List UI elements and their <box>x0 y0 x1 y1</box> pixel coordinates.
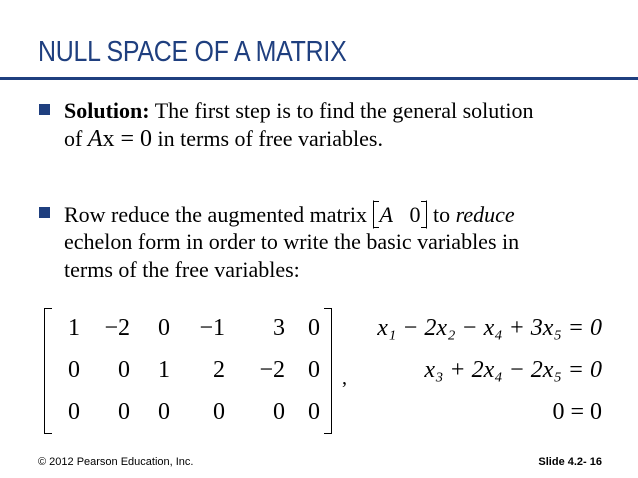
eq-matrix-a: A <box>87 126 103 152</box>
bullet-square-icon <box>39 104 50 115</box>
matrix-cell: 0 <box>273 399 285 425</box>
slide-number: Slide 4.2- 16 <box>538 456 602 468</box>
matrix-cell: 0 <box>158 399 170 425</box>
equation-1: x₁ − 2x₂ − x₄ + 3x₅ = 0 <box>377 315 602 341</box>
bullet-1-text: The first step is to find the general solution <box>149 98 534 123</box>
bullet-1-line-2 <box>64 125 624 153</box>
equation-3: 0 = 0 <box>552 399 602 425</box>
matrix-cell: −2 <box>259 357 285 383</box>
reduced-matrix <box>44 308 332 432</box>
matrix-cell: 0 <box>118 399 130 425</box>
bullet-1-line-1 <box>64 97 624 124</box>
title-rule <box>0 77 638 80</box>
matrix-cell: 0 <box>68 357 80 383</box>
equation-2: x₃ + 2x₄ − 2x₅ = 0 <box>424 357 602 383</box>
matrix-right-bracket <box>324 308 332 434</box>
matrix-cell: 0 <box>118 357 130 383</box>
bracket-zero: 0 <box>409 202 421 227</box>
matrix-cell: 0 <box>308 399 320 425</box>
matrix-cell: 0 <box>68 399 80 425</box>
bullet-1-suffix: in terms of free variables. <box>152 126 383 151</box>
bullet-2-italic: reduce <box>455 202 515 227</box>
matrix-cell: 3 <box>273 315 285 341</box>
matrix-cell: 2 <box>213 357 225 383</box>
bullet-2-text-2: to <box>427 202 456 227</box>
bullet-2-text-1: Row reduce the augmented matrix <box>64 202 373 227</box>
bracket-a: A <box>379 202 393 227</box>
matrix-cell: 1 <box>68 315 80 341</box>
solution-label: Solution: <box>64 98 150 123</box>
slide-title: NULL SPACE OF A MATRIX <box>38 36 347 68</box>
matrix-comma: , <box>342 367 347 389</box>
matrix-cell: 0 <box>308 357 320 383</box>
matrix-cell: −2 <box>104 315 130 341</box>
bullet-2-line-3: terms of the free variables: <box>64 257 300 282</box>
matrix-cell: −1 <box>199 315 225 341</box>
eq-ax-zero: x = 0 <box>102 126 153 152</box>
matrix-cell: 0 <box>308 315 320 341</box>
bullet-2-line-2: echelon form in order to write the basic variables in <box>64 229 520 254</box>
copyright-footer: © 2012 Pearson Education, Inc. <box>38 456 194 468</box>
bullet-1-prefix: of <box>64 126 88 151</box>
augmented-matrix-bracket <box>373 200 428 229</box>
matrix-cell: 1 <box>158 357 170 383</box>
matrix-cell: 0 <box>158 315 170 341</box>
matrix-cell: 0 <box>213 399 225 425</box>
bullet-square-icon <box>39 207 50 218</box>
bullet-2-line-1 <box>64 200 624 229</box>
